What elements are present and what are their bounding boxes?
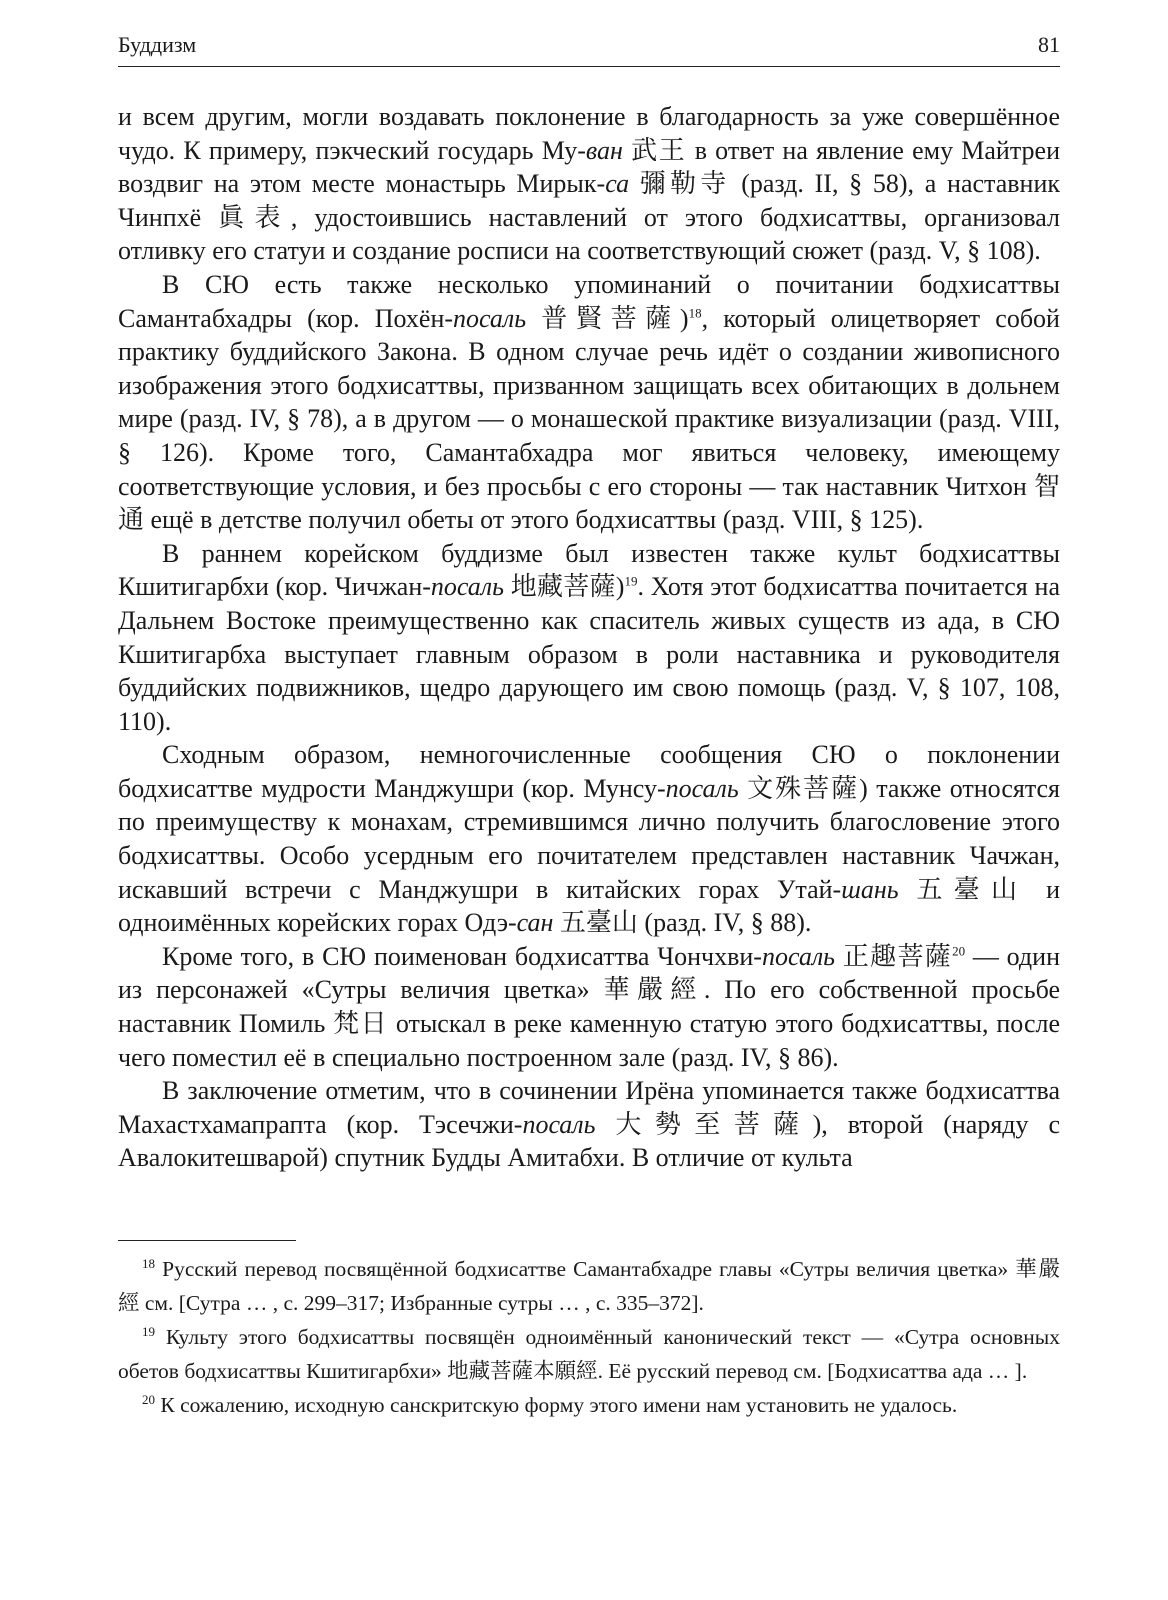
italic-term: шань: [841, 874, 899, 904]
text-run: 正趣菩薩: [835, 941, 953, 971]
italic-term: са: [605, 169, 630, 199]
text-run: Сходным образом, немногочисленные сообщения СЮ о поклонении бодхисаттве мудрости Манджушри (кор. Мунсу-: [118, 740, 1060, 803]
footnote-number: 20: [142, 1391, 155, 1407]
text-run: 文殊菩薩) также относятся по преимуществу к монахам, стремившимся лично получить благословение этого бодхисаттвы. Особо усердным его почитателем представлен наставник Чачжан, искавший встречи с Манджушри в китайских горах Утай-: [118, 773, 1060, 904]
footnote: [118, 1252, 1060, 1320]
text-run: 地藏菩薩): [503, 572, 625, 602]
footnotes: [118, 1252, 1060, 1422]
footnote-ref: 19: [624, 573, 638, 589]
text-run: 大勢至菩薩), второй (наряду с Авалокитешварой) спутник Будды Амитабхи. В отличие от культа: [118, 1109, 1061, 1173]
body-paragraph: [118, 268, 1060, 537]
footnote-ref: 20: [952, 943, 966, 959]
italic-term: сан: [516, 908, 554, 938]
body-paragraph: [118, 940, 1060, 1074]
running-head: Буддизм: [118, 32, 197, 57]
body-paragraph: [118, 1074, 1060, 1175]
body-paragraph: [118, 100, 1060, 268]
body-paragraph: [118, 738, 1060, 940]
text-run: 武王 в ответ на явление ему Майтреи воздвиг на этом месте монастырь Мирык-: [118, 135, 1060, 199]
text-run: , который олицетворяет собой практику буддийского Закона. В одном случае речь идёт о создании живописного изображения этого бодхисаттвы, призванном защищать всех обитающих в дольнем мире (разд. IV, § 78), а в другом — о монашеской практике визуализации (разд. VIII, § 126). Кроме того, Самантабхадра мог явиться человеку, имеющему соответствующие условия, и без просьбы с его стороны — так наставник Читхон 智通 ещё в детстве получил обеты от этого бодхисаттвы (разд. VIII, § 125).: [118, 303, 1060, 535]
footnote: [118, 1320, 1060, 1388]
italic-term: ван: [585, 135, 623, 165]
text-run: — один из персонажей «Сутры величия цветка» 華嚴經. По его собственной просьбе наставник Помиль 梵日 отыскал в реке каменную статую этого бодхисаттвы, после чего поместил её в специально построенном зале (разд. IV, § 86).: [118, 941, 1060, 1072]
italic-term: посаль: [665, 773, 739, 803]
text-run: В СЮ есть также несколько упоминаний о почитании бодхисаттвы Самантабхадры (кор. Похён-: [118, 269, 1060, 333]
footnote-number: 19: [142, 1323, 155, 1339]
body-paragraph: [118, 537, 1060, 739]
footnote-ref: 18: [688, 304, 702, 320]
text-run: В раннем корейском буддизме был известен также культ бодхисаттвы Кшитигарбхи (кор. Чичжан-: [118, 538, 1060, 602]
body-text: [118, 100, 1060, 1175]
italic-term: посаль: [522, 1109, 596, 1139]
text-run: В заключение отметим, что в сочинении Ирёна упоминается также бодхисаттва Махастхамапрапта (кор. Тэсечжи-: [118, 1076, 1060, 1139]
italic-term: посаль: [453, 303, 527, 333]
text-run: 五臺山 (разд. IV, § 88).: [553, 908, 812, 938]
text-run: . Хотя этот бодхисаттва почитается на Дальнем Востоке преимущественно как спаситель живых существ из ада, в СЮ Кшитигарбха выступает главным образом в роли наставника и руководителя буддийских подвижников, щедро дарующего им свою помощь (разд. V, § 107, 108, 110).: [118, 572, 1060, 736]
footnote-text: Русский перевод посвящённой бодхисаттве Самантабхадре главы «Сутры величия цветка» 華嚴經 см. [Сутра … , с. 299–317; Избранные сутры … , с. 335–372].: [118, 1257, 1060, 1315]
footnote: [118, 1388, 1060, 1422]
footnote-divider: [118, 1240, 296, 1241]
text-run: и всем другим, могли воздавать поклонение в благодарность за уже совершённое чудо. К примеру, пэкческий государь Му-: [118, 102, 1060, 165]
italic-term: посаль: [430, 572, 504, 602]
footnote-number: 18: [142, 1255, 155, 1271]
text-run: 彌勒寺 (разд. II, § 58), а наставник Чинпхё 眞表, удостоившись наставлений от этого бодхисаттвы, организовал отливку его статуи и создание росписи на соответствующий сюжет (разд. V, § 108).: [118, 169, 1060, 266]
text-run: 普賢菩薩): [526, 303, 689, 333]
footnote-text: К сожалению, исходную санскритскую форму этого имени нам установить не удалось.: [155, 1393, 958, 1417]
text-run: Кроме того, в СЮ поименован бодхисаттва Чончхви-: [162, 941, 762, 971]
page-header: [118, 32, 1060, 67]
italic-term: посаль: [761, 941, 836, 971]
footnote-text: Культу этого бодхисаттвы посвящён одноимённый канонический текст — «Сутра основных обетов бодхисаттвы Кшитигарбхи» 地藏菩薩本願經. Её русский перевод см. [Бодхисаттва ада … ].: [118, 1325, 1060, 1383]
page-number: 81: [1038, 32, 1060, 57]
text-run: 五臺山 и одноимённых корейских горах Одэ-: [118, 874, 1060, 938]
